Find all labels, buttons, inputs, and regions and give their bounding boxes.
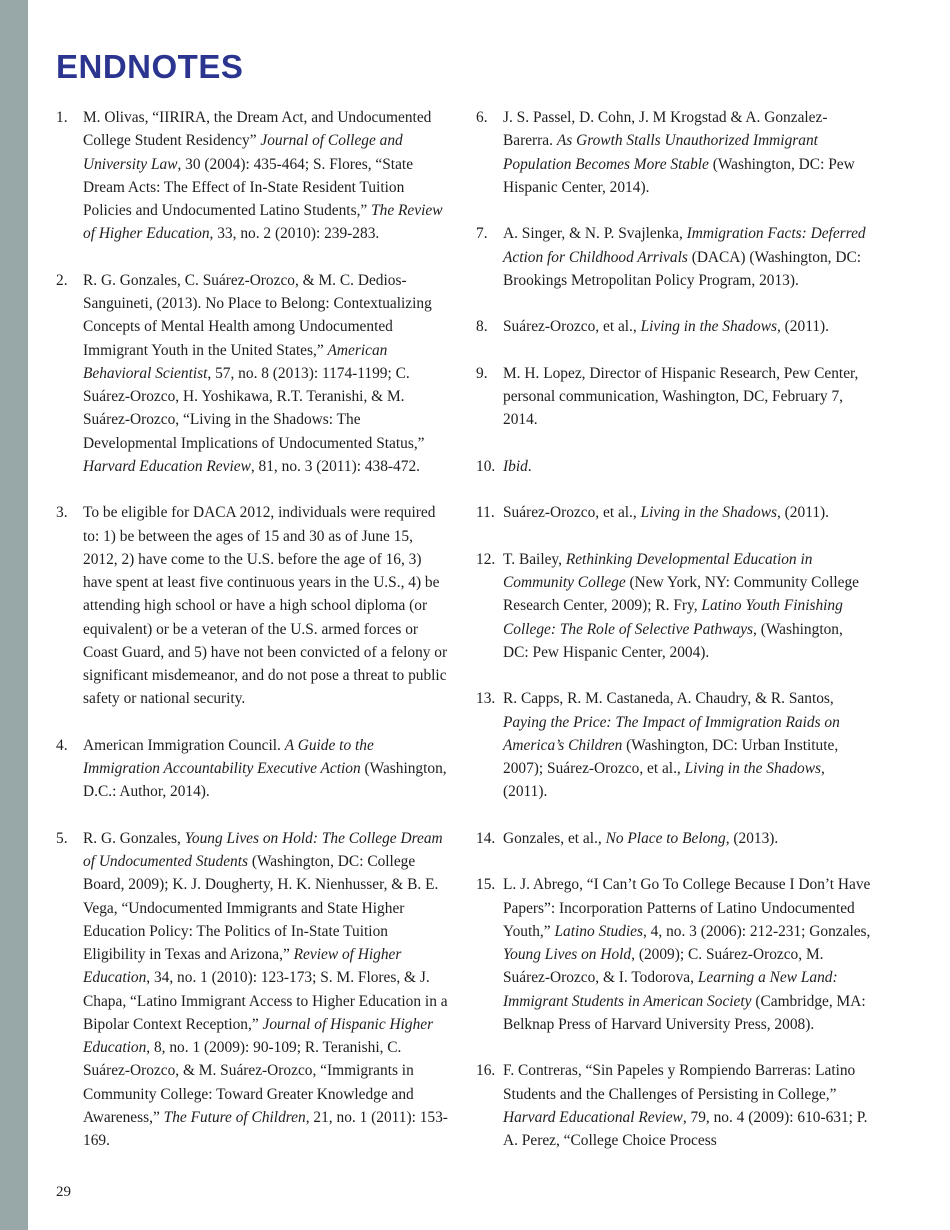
- endnote-text: [83, 827, 448, 1153]
- endnote: [476, 827, 872, 850]
- endnote-title: Ibid: [503, 457, 528, 475]
- endnote-title: The Future of Children: [163, 1108, 306, 1126]
- endnote: [476, 362, 872, 432]
- endnote-segment: Gonzales, et al.,: [503, 829, 606, 847]
- endnote-segment: R. G. Gonzales,: [83, 829, 185, 847]
- endnote-title: The Review of Higher Education: [83, 202, 443, 243]
- endnote-title: Latino Youth Finishing College: The Role of Selective Pathways: [503, 597, 843, 638]
- endnote-segment: T. Bailey,: [503, 550, 566, 568]
- endnote-text: [503, 106, 872, 199]
- endnote-text: [503, 315, 872, 338]
- endnote-number: 12.: [476, 550, 496, 568]
- endnote-title: Learning a New Land: Immigrant Students in American Society: [503, 969, 838, 1010]
- endnote-segment: M. Olivas, “IIRIRA, the Dream Act, and Undocumented College Student Residency”: [83, 109, 432, 150]
- endnote-segment: , (Washington, DC: Pew Hispanic Center, 2004).: [503, 620, 843, 661]
- page-number: 29: [56, 1184, 71, 1200]
- endnote-segment: M. H. Lopez, Director of Hispanic Research, Pew Center, personal communication, Washington, DC, February 7, 2014.: [503, 364, 859, 429]
- endnotes-left-column: [56, 106, 448, 1176]
- endnote-segment: (Washington, DC: College Board, 2009); K. J. Dougherty, H. K. Nienhusser, & B. E. Vega, “Undocumented Immigrants and State Higher Education Policy: The Politics of In-State Tuition Eligibility in Texas and Arizona,”: [83, 853, 439, 963]
- endnote-number: 8.: [476, 318, 488, 336]
- endnote-title: Living in the Shadows: [684, 760, 822, 777]
- endnote-number: 5.: [56, 829, 68, 847]
- endnote-title: Journal of College and University Law: [83, 132, 403, 173]
- endnote-number: 14.: [476, 829, 496, 847]
- endnote-segment: , 21, no. 1 (2011): 153-169.: [83, 1108, 448, 1149]
- endnote-segment: (Washington, DC: Urban Institute, 2007); Suárez-Orozco, et al.,: [503, 736, 839, 777]
- endnote-number: 1.: [56, 109, 68, 126]
- endnote-title: Rethinking Developmental Education in Community College: [503, 550, 813, 591]
- endnote-segment: J. S. Passel, D. Cohn, J. M Krogstad & A. Gonzalez-Barerra.: [503, 109, 828, 150]
- endnote-segment: , 30 (2004): 435-464; S. Flores, “State Dream Acts: The Effect of In-State Resident Tuition Policies and Undocumented Latino Students,”: [83, 155, 414, 219]
- endnote: [476, 1059, 872, 1152]
- endnote-text: [503, 548, 872, 664]
- endnote-segment: F. Contreras, “Sin Papeles y Rompiendo Barreras: Latino Students and the Challenges of Persisting in College,”: [503, 1062, 856, 1103]
- endnote-segment: , 8, no. 1 (2009): 90-109; R. Teranishi, C. Suárez-Orozco, & M. Suárez-Orozco, “Immigrants in Community College: Toward Greater Knowledge and Awareness,”: [83, 1039, 414, 1126]
- endnote-title: Latino Studies: [554, 922, 643, 940]
- endnote-text: [503, 501, 872, 524]
- endnote-segment: American Immigration Council.: [83, 736, 285, 754]
- endnote-title: Living in the Shadows: [640, 318, 777, 336]
- endnote-text: [503, 222, 872, 292]
- endnote-segment: L. J. Abrego, “I Can’t Go To College Because I Don’t Have Papers”: Incorporation Patterns of Latino Undocumented Youth,”: [503, 876, 871, 940]
- endnote-segment: (Washington, DC: Pew Hispanic Center, 2014).: [503, 155, 855, 196]
- endnote-title: American Behavioral Scientist: [83, 341, 388, 382]
- endnote: [56, 501, 448, 710]
- endnote-segment: (DACA) (Washington, DC: Brookings Metropolitan Policy Program, 2013).: [503, 248, 862, 289]
- endnote: [56, 269, 448, 478]
- endnote-segment: .: [527, 457, 532, 475]
- endnote: [476, 315, 872, 338]
- endnote: [56, 734, 448, 804]
- side-bar: [0, 0, 28, 1230]
- endnote: [476, 222, 872, 292]
- endnote-title: Harvard Educational Review: [503, 1108, 683, 1126]
- endnote-title: Paying the Price: The Impact of Immigration Raids on America’s Children: [503, 713, 840, 754]
- endnote-text: [503, 827, 872, 850]
- endnote-segment: , (2013).: [725, 829, 779, 847]
- endnote-number: 9.: [476, 364, 488, 382]
- endnote-number: 10.: [476, 457, 496, 475]
- endnote-number: 13.: [476, 690, 496, 708]
- endnote-segment: , (2011).: [503, 760, 825, 801]
- endnote-title: As Growth Stalls Unauthorized Immigrant Population Becomes More Stable: [503, 132, 818, 173]
- endnote-segment: Suárez-Orozco, et al.,: [503, 504, 641, 522]
- endnote: [476, 501, 872, 524]
- endnote: [476, 548, 872, 664]
- endnote-text: [83, 106, 448, 246]
- endnote-segment: A. Singer, & N. P. Svajlenka,: [503, 225, 687, 243]
- endnote-segment: , 81, no. 3 (2011): 438-472.: [250, 457, 420, 475]
- endnotes-right-column: [476, 106, 872, 1176]
- endnote: [476, 873, 872, 1036]
- endnote-segment: , 57, no. 8 (2013): 1174-1199; C. Suárez-Orozco, H. Yoshikawa, R.T. Teranishi, & M. Suárez-Orozco, “Living in the Shadows: The Developmental Implications of Undocumented Status,”: [83, 364, 425, 452]
- endnote-title: Young Lives on Hold: [503, 946, 632, 963]
- endnote-number: 7.: [476, 225, 488, 243]
- endnote-number: 4.: [56, 736, 68, 754]
- endnote-number: 11.: [476, 504, 495, 522]
- endnote-text: [503, 455, 872, 478]
- endnote: [476, 106, 872, 199]
- endnote-segment: , (2009); C. Suárez-Orozco, M. Suárez-Orozco, & I. Todorova,: [503, 946, 824, 987]
- endnote-number: 3.: [56, 504, 68, 522]
- endnote-number: 6.: [476, 109, 488, 126]
- endnote-segment: R. Capps, R. M. Castaneda, A. Chaudry, & R. Santos,: [503, 690, 834, 708]
- endnote-segment: To be eligible for DACA 2012, individuals were required to: 1) be between the ages of 15 and 30 as of June 15, 2012, 2) have come to the U.S. before the age of 16, 3) have spent at least five continuous years in the U.S., 4) be attending high school or have a high school diploma (or equivalent) or be a veteran of the U.S. armed forces or Coast Guard, and 5) have not been convicted of a felony or significant misdemeanor, and do not pose a threat to public safety or national security.: [83, 504, 448, 708]
- endnote-text: [503, 873, 872, 1036]
- endnote-segment: (Cambridge, MA: Belknap Press of Harvard University Press, 2008).: [503, 992, 866, 1033]
- endnote-text: [83, 501, 448, 710]
- endnote-text: [503, 687, 872, 803]
- endnote-text: [503, 362, 872, 432]
- endnote-segment: , (2011).: [776, 318, 829, 336]
- endnote-segment: (Washington, D.C.: Author, 2014).: [83, 760, 447, 801]
- endnote-number: 16.: [476, 1062, 496, 1080]
- endnote-segment: , 34, no. 1 (2010): 123-173; S. M. Flores, & J. Chapa, “Latino Immigrant Access to Higher Education in a Bipolar Context Reception,”: [83, 969, 448, 1033]
- endnote-segment: (New York, NY: Community College Research Center, 2009); R. Fry,: [503, 574, 859, 615]
- endnote-title: Harvard Education Review: [83, 457, 251, 475]
- endnote-segment: , (2011).: [776, 504, 829, 522]
- endnote: [56, 106, 448, 246]
- endnote-title: A Guide to the Immigration Accountability Executive Action: [83, 736, 374, 777]
- endnote-title: Young Lives on Hold: The College Dream of Undocumented Students: [83, 829, 443, 870]
- endnote-title: Journal of Hispanic Higher Education: [83, 1015, 434, 1056]
- endnote: [476, 455, 872, 478]
- endnote-segment: Suárez-Orozco, et al.,: [503, 318, 641, 336]
- endnote: [56, 827, 448, 1153]
- page-title: ENDNOTES: [56, 48, 244, 85]
- endnote-segment: R. G. Gonzales, C. Suárez-Orozco, & M. C. Dedios-Sanguineti, (2013). No Place to Belong: Contextualizing Concepts of Mental Health among Undocumented Immigrant Youth in the United States,”: [83, 271, 432, 359]
- endnote-title: No Place to Belong: [605, 829, 726, 847]
- endnote-segment: , 79, no. 4 (2009): 610-631; P. A. Perez, “College Choice Process: [503, 1108, 868, 1149]
- endnote-segment: , 33, no. 2 (2010): 239-283.: [209, 225, 380, 243]
- endnote-title: Living in the Shadows: [640, 504, 777, 522]
- endnote-number: 2.: [56, 271, 68, 289]
- endnote-text: [83, 269, 448, 478]
- endnote-text: [503, 1059, 872, 1152]
- endnote-text: [83, 734, 448, 804]
- endnote-number: 15.: [476, 876, 496, 894]
- endnote-title: Immigration Facts: Deferred Action for Childhood Arrivals: [503, 225, 866, 266]
- endnote-segment: , 4, no. 3 (2006): 212-231; Gonzales,: [642, 922, 871, 940]
- endnote: [476, 687, 872, 803]
- endnote-title: Review of Higher Education: [83, 946, 402, 987]
